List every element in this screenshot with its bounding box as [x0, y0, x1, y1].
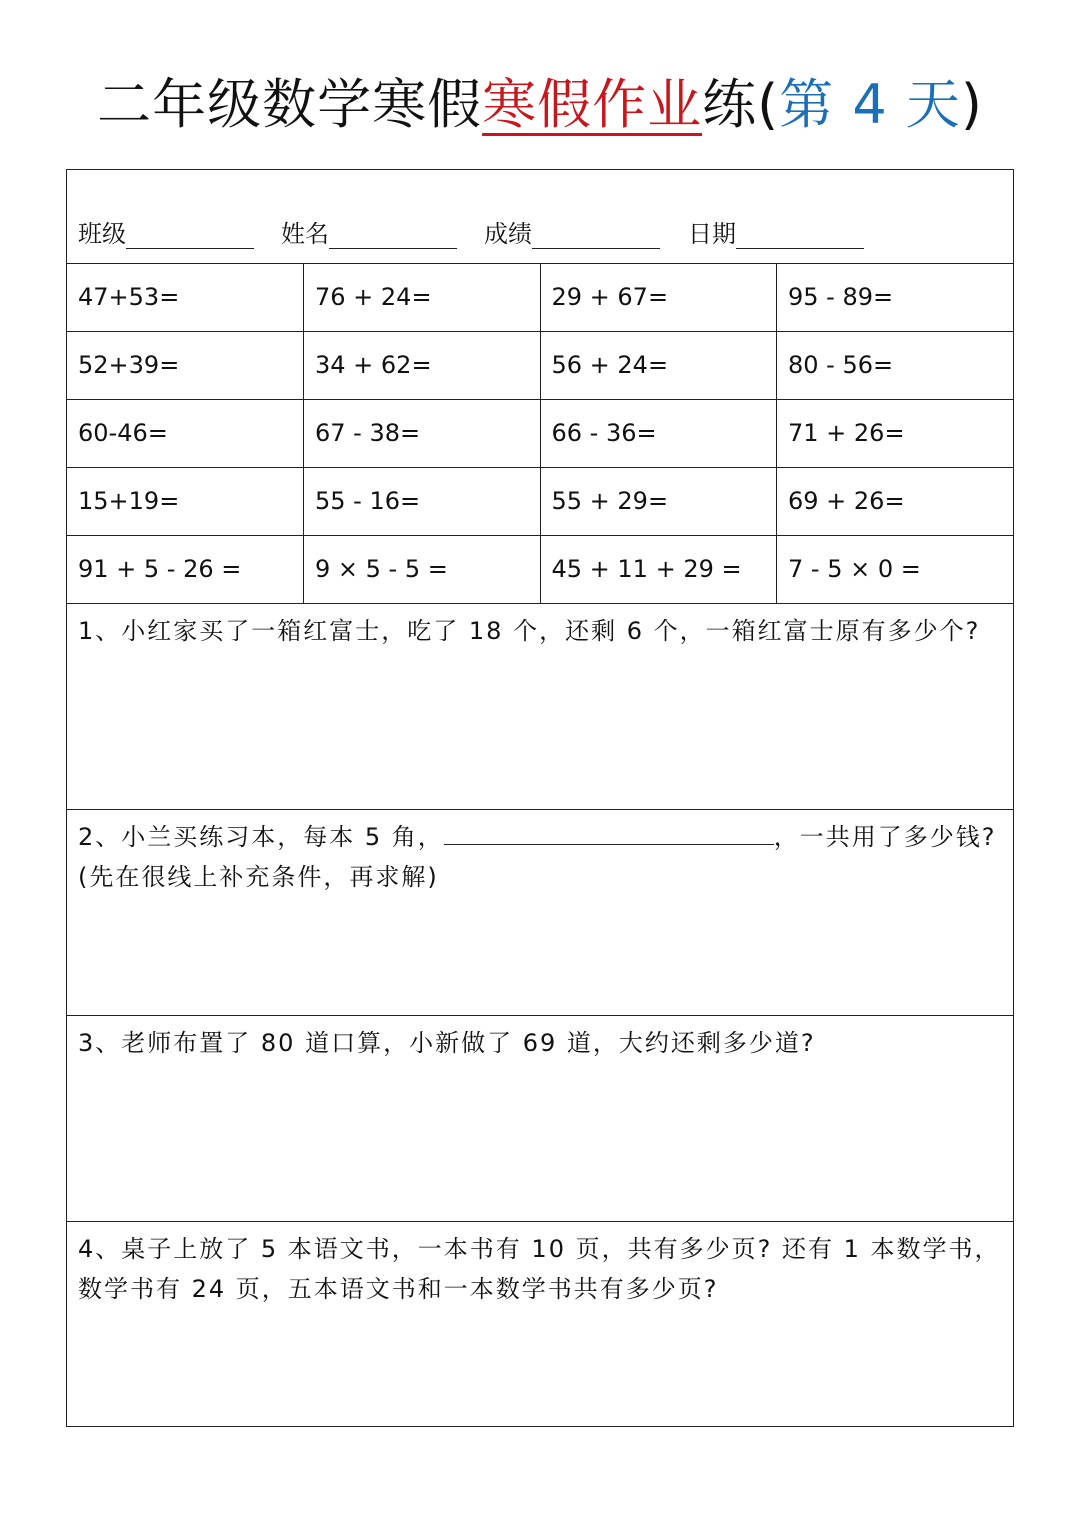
title-highlight: 寒假作业 — [482, 73, 703, 136]
word-problem-3[interactable] — [67, 1015, 1013, 1222]
calc-cell[interactable]: 71 + 26= — [777, 399, 1014, 467]
class-blank[interactable] — [126, 220, 254, 249]
date-field — [688, 214, 864, 249]
word-problem-4[interactable] — [67, 1221, 1013, 1426]
calc-cell[interactable]: 34 + 62= — [304, 331, 541, 399]
word-problem-1[interactable] — [67, 603, 1013, 810]
calc-cell[interactable]: 7 - 5 × 0 = — [777, 535, 1014, 603]
title-day: 第 4 天 — [779, 73, 961, 136]
class-label: 班级 — [78, 220, 126, 248]
calc-cell[interactable]: 67 - 38= — [304, 399, 541, 467]
calculation-grid — [67, 263, 1013, 604]
calc-cell[interactable]: 55 - 16= — [304, 467, 541, 535]
calc-cell[interactable]: 45 + 11 + 29 = — [540, 535, 777, 603]
name-field — [281, 214, 457, 249]
problem-text: 4、桌子上放了 5 本语文书，一本书有 10 页，共有多少页? 还有 1 本数学书，数学书有 24 页，五本语文书和一本数学书共有多少页? — [78, 1235, 1001, 1303]
calc-cell[interactable]: 15+19= — [67, 467, 304, 535]
worksheet — [66, 169, 1014, 1427]
name-blank[interactable] — [329, 220, 457, 249]
score-label: 成绩 — [484, 220, 532, 248]
problem-text: 1、小红家买了一箱红富士，吃了 18 个，还剩 6 个，一箱红富士原有多少个? — [78, 617, 981, 645]
table-row — [67, 535, 1013, 603]
table-row — [67, 399, 1013, 467]
score-field — [484, 214, 660, 249]
calc-cell[interactable]: 52+39= — [67, 331, 304, 399]
condition-blank[interactable] — [444, 818, 774, 845]
table-row — [67, 331, 1013, 399]
problem-text: 3、老师布置了 80 道口算，小新做了 69 道，大约还剩多少道? — [78, 1029, 816, 1057]
calc-cell[interactable]: 80 - 56= — [777, 331, 1014, 399]
calc-cell[interactable]: 9 × 5 - 5 = — [304, 535, 541, 603]
problem-text-after: ，一共用了多少钱? (先在很线上补充条件，再求解) — [78, 823, 997, 891]
title-close: ) — [960, 73, 983, 136]
class-field — [78, 214, 254, 249]
calc-cell[interactable]: 66 - 36= — [540, 399, 777, 467]
calc-cell[interactable]: 69 + 26= — [777, 467, 1014, 535]
name-label: 姓名 — [281, 220, 329, 248]
title-suffix: 练( — [702, 73, 780, 136]
calc-cell[interactable]: 56 + 24= — [540, 331, 777, 399]
problem-text-before: 2、小兰买练习本，每本 5 角， — [78, 823, 444, 851]
title-main: 二年级数学寒假 — [97, 73, 483, 136]
student-info-row — [67, 170, 1013, 264]
date-label: 日期 — [688, 220, 736, 248]
page-title — [0, 62, 1080, 148]
calc-cell[interactable]: 60-46= — [67, 399, 304, 467]
calc-cell[interactable]: 29 + 67= — [540, 263, 777, 331]
calc-cell[interactable]: 76 + 24= — [304, 263, 541, 331]
calc-cell[interactable]: 55 + 29= — [540, 467, 777, 535]
date-blank[interactable] — [736, 220, 864, 249]
calc-cell[interactable]: 91 + 5 - 26 = — [67, 535, 304, 603]
word-problem-2[interactable] — [67, 809, 1013, 1016]
calc-cell[interactable]: 47+53= — [67, 263, 304, 331]
score-blank[interactable] — [532, 220, 660, 249]
table-row — [67, 467, 1013, 535]
calc-cell[interactable]: 95 - 89= — [777, 263, 1014, 331]
table-row — [67, 263, 1013, 331]
